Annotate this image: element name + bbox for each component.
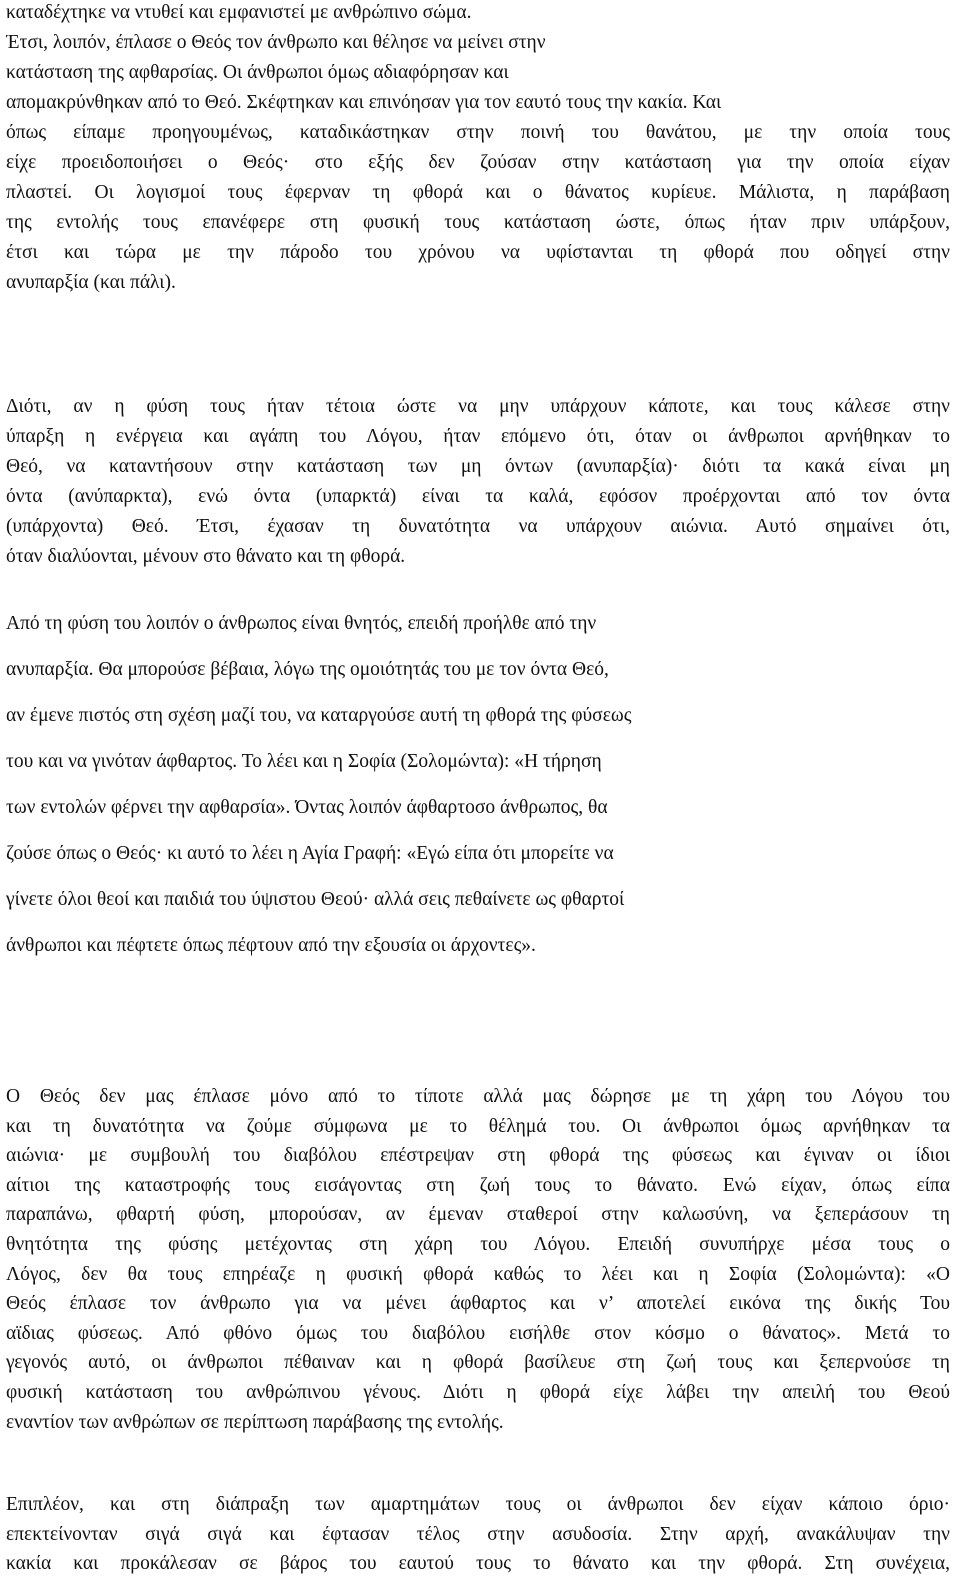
text-line: του και να γινόταν άφθαρτος. Το λέει και η Σοφία (Σολομώντα): «Η τήρηση bbox=[6, 751, 602, 772]
text-line: των εντολών φέρνει την αφθαρσία». Όντας λοιπόν άφθαρτοσο άνθρωπος, θα bbox=[6, 797, 608, 818]
text-line: γίνετε όλοι θεοί και παιδιά του ύψιστου Θεού· αλλά σεις πεθαίνετε ως φθαρτοί bbox=[6, 889, 625, 910]
text-line: Έτσι, λοιπόν, έπλασε ο Θεός τον άνθρωπο και θέλησε να μείνει στην bbox=[6, 32, 546, 53]
text-line: και τη δυνατότητα να ζούμε σύμφωνα με το θέλημά του. Οι άνθρωποι όμως αρνήθηκαν τα bbox=[6, 1115, 950, 1137]
paragraph-5 bbox=[6, 1490, 950, 1579]
text-line: Από τη φύση του λοιπόν ο άνθρωπος είναι θνητός, επειδή προήλθε από την bbox=[6, 613, 597, 634]
text-line: αιώνια· με συμβουλή του διαβόλου επέστρεψαν στη φθορά της φύσεως και έγιναν οι ίδιοι bbox=[6, 1145, 950, 1167]
text-line: Επιπλέον, και στη διάπραξη των αμαρτημάτων τους οι άνθρωποι δεν είχαν κάποιο όριο· bbox=[6, 1494, 950, 1515]
paragraph-3 bbox=[6, 601, 950, 969]
text-line: Ο Θεός δεν μας έπλασε μόνο από το τίποτε αλλά μας δώρησε με τη χάρη του Λόγου του bbox=[6, 1086, 950, 1107]
text-line: είχε προειδοποιήσει ο Θεός· στο εξής δεν ζούσαν στην κατάσταση για την οποία είχαν bbox=[6, 152, 950, 173]
text-line: αν έμενε πιστός στη σχέση μαζί του, να καταργούσε αυτή τη φθορά της φύσεως bbox=[6, 705, 632, 726]
paragraph-2 bbox=[6, 392, 950, 572]
paragraph-1 bbox=[6, 0, 950, 298]
text-line: της εντολής τους επανέφερε στη φυσική τους κατάσταση ώστε, όπως ήταν πριν υπάρξουν, bbox=[6, 212, 950, 233]
text-line: απομακρύνθηκαν από το Θεό. Σκέφτηκαν και επινόησαν για τον εαυτό τους την κακία. Και bbox=[6, 92, 722, 113]
text-line: πλαστεί. Οι λογισμοί τους έφερναν τη φθορά και ο θάνατος κυρίευε. Μάλιστα, η παράβαση bbox=[6, 182, 950, 203]
text-line: έτσι και τώρα με την πάροδο του χρόνου να υφίστανται τη φθορά που οδηγεί στην bbox=[6, 242, 950, 263]
text-line: Θεός έπλασε τον άνθρωπο για να μένει άφθαρτος και ν’ αποτελεί εικόνα της δικής Του bbox=[6, 1293, 950, 1315]
text-line: άνθρωποι και πέφτετε όπως πέφτουν από την εξουσία οι άρχοντες». bbox=[6, 935, 536, 956]
text-line: ύπαρξη η ενέργεια και αγάπη του Λόγου, ήταν επόμενο ότι, όταν οι άνθρωποι αρνήθηκαν το bbox=[6, 426, 950, 447]
text-line: επεκτείνονταν σιγά σιγά και έφτασαν τέλος στην ασυδοσία. Στην αρχή, ανακάλυψαν την bbox=[6, 1523, 950, 1545]
text-line: εναντίον των ανθρώπων σε περίπτωση παράβασης της εντολής. bbox=[6, 1411, 504, 1433]
text-line: κακία και προκάλεσαν σε βάρος του εαυτού τους το θάνατο και την φθορά. Στη συνέχεια, bbox=[6, 1553, 950, 1575]
text-line: Θεό, να καταντήσουν στην κατάσταση των μη όντων (ανυπαρξία)· διότι τα κακά είναι μη bbox=[6, 456, 950, 477]
text-line: φυσική κατάσταση του ανθρώπινου γένους. Διότι η φθορά είχε λάβει την απειλή του Θεού bbox=[6, 1381, 950, 1403]
text-line: Λόγος, δεν θα τους επηρέαζε η φυσική φθορά καθώς το λέει και η Σοφία (Σολομώντα): «Ο bbox=[6, 1263, 950, 1285]
text-line: όταν διαλύονται, μένουν στο θάνατο και τη φθορά. bbox=[6, 546, 406, 567]
text-line: αϊδιας φύσεως. Από φθόνο όμως του διαβόλου εισήλθε στον κόσμο ο θάνατος». Μετά το bbox=[6, 1322, 950, 1344]
paragraph-4 bbox=[6, 1082, 950, 1437]
text-line: όντα (ανύπαρκτα), ενώ όντα (υπαρκτά) είναι τα καλά, εφόσον προέρχονται από τον όντα bbox=[6, 486, 950, 507]
text-line: ανυπαρξία (και πάλι). bbox=[6, 272, 176, 293]
text-line: Διότι, αν η φύση τους ήταν τέτοια ώστε να μην υπάρχουν κάποτε, και τους κάλεσε στην bbox=[6, 396, 950, 417]
text-line: ανυπαρξία. Θα μπορούσε βέβαια, λόγω της ομοιότητάς του με τον όντα Θεό, bbox=[6, 659, 609, 680]
text-line: (υπάρχοντα) Θεό. Έτσι, έχασαν τη δυνατότητα να υπάρχουν αιώνια. Αυτό σημαίνει ότι, bbox=[6, 516, 950, 537]
text-line: ζούσε όπως ο Θεός· κι αυτό το λέει η Αγία Γραφή: «Εγώ είπα ότι μπορείτε να bbox=[6, 843, 614, 864]
text-line: αίτιοι της καταστροφής τους εισάγοντας στη ζωή τους το θάνατο. Ενώ είχαν, όπως είπα bbox=[6, 1174, 950, 1196]
text-line: γεγονός αυτό, οι άνθρωποι πέθαιναν και η φθορά βασίλευε στη ζωή τους και ξεπερνούσε τη bbox=[6, 1352, 950, 1374]
text-line: κατάσταση της αφθαρσίας. Οι άνθρωποι όμως αδιαφόρησαν και bbox=[6, 62, 509, 83]
text-line: όπως είπαμε προηγουμένως, καταδικάστηκαν στην ποινή του θανάτου, με την οποία τους bbox=[6, 122, 950, 143]
text-line: παραπάνω, φθαρτή φύση, μπορούσαν, αν έμεναν σταθεροί στην καλωσύνη, να ξεπεράσουν τη bbox=[6, 1204, 950, 1226]
text-line: θνητότητα της φύσης μετέχοντας στη χάρη του Λόγου. Επειδή συνυπήρχε μέσα τους ο bbox=[6, 1233, 950, 1255]
text-line: καταδέχτηκε να ντυθεί και εμφανιστεί με ανθρώπινο σώμα. bbox=[6, 2, 472, 23]
